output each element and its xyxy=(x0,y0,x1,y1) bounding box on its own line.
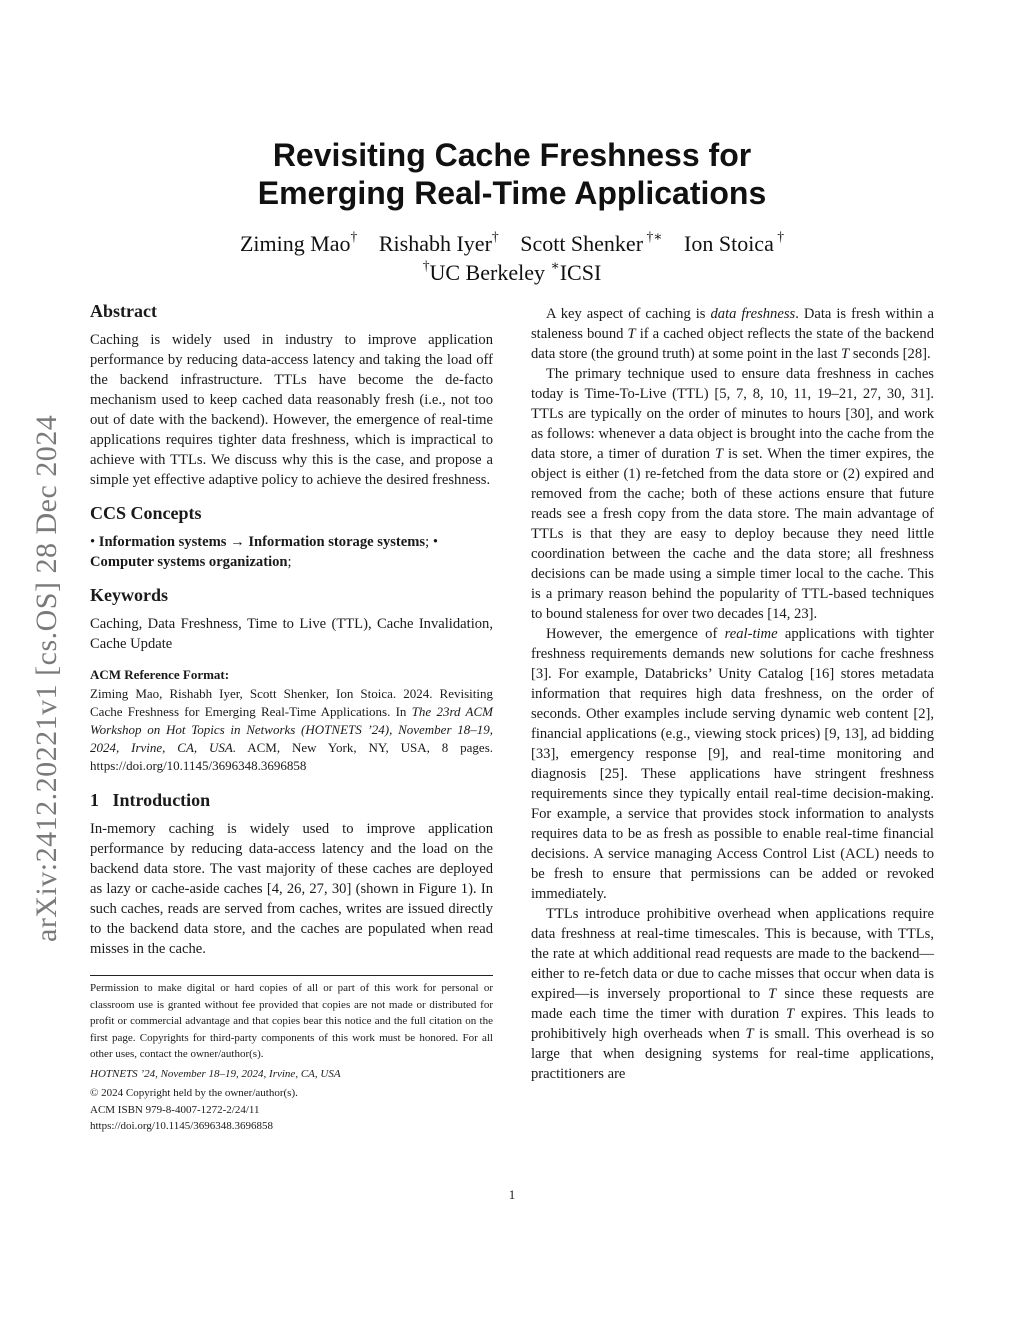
acm-reference-text xyxy=(90,685,493,775)
abstract-heading: Abstract xyxy=(90,301,157,321)
page-number: 1 xyxy=(508,1187,516,1202)
author-name: Scott Shenker xyxy=(520,231,644,256)
ccs-concepts xyxy=(90,532,493,572)
author-affil-mark: † xyxy=(491,228,499,244)
author-list xyxy=(0,230,1024,258)
author-affil-mark: † xyxy=(773,228,785,244)
footnote-venue: HOTNETS ’24, November 18–19, 2024, Irvine, CA, USA xyxy=(90,1067,341,1080)
introduction-heading: 1 Introduction xyxy=(90,790,211,810)
body-paragraph: The primary technique used to ensure data freshness in caches today is Time-To-Live (TTL) [5, 7, 8, 10, 11, 19–21, 27, 30, 31]. TTLs are typically on the order of minutes to hours [30], and work as follows: whenever a data object is brought into the cache from the data store, a timer of duration T is set. When the timer expires, the object is either (1) re-fetched from the data store or (2) expired and removed from the cache; both of these actions ensure that future reads see a fresh copy from the data store. The main advantage of TTLs is that they are easy to deploy because they need little coordination between the cache and the data store; all freshness decisions can be made using a simple timer local to the cache. This is a primary reason behind the popularity of TTL-based techniques to bound staleness for over two decades [14, 23]. xyxy=(531,366,934,622)
ccs-separator: ; xyxy=(425,534,430,550)
title-line-1: Revisiting Cache Freshness for xyxy=(272,137,752,173)
abstract-text: Caching is widely used in industry to improve application performance by reducing data-access latency and taking the load off the backend infrastructure. TTLs have become the de-facto mechanism used to keep cached data reasonably fresh (i.e., not too out of date with the backend). However, the emergence of real-time applications requires tighter data freshness, which is impractical to achieve with TTLs. We discuss why this is the case, and propose a simple yet effective adaptive policy to achieve the desired freshness. xyxy=(90,332,493,488)
ccs-bullet: • xyxy=(432,534,438,550)
author-name: Ziming Mao xyxy=(239,231,351,256)
emphasis: data freshness xyxy=(710,306,796,322)
author-affil-mark: †∗ xyxy=(643,228,663,244)
affiliations xyxy=(0,259,1024,287)
footnote-rule xyxy=(90,975,493,976)
author-name: Rishabh Iyer xyxy=(378,231,492,256)
left-column xyxy=(90,300,493,1135)
right-column xyxy=(531,304,934,1084)
keywords-text: Caching, Data Freshness, Time to Live (TTL), Cache Invalidation, Cache Update xyxy=(90,616,493,652)
emphasis: real-time xyxy=(724,626,778,642)
body-paragraph: However, the emergence of real-time applications with tighter freshness requirements demands new solutions for cache freshness [3]. For example, Databricks’ Unity Catalog [16] stores metadata information that requires high data freshness, on the order of seconds. Other examples include serving dynamic web content [2], financial applications (e.g., viewing stock prices) [9, 13], ad bidding [33], emergency response [9], and real-time monitoring and diagnosis [25]. These applications have stringent freshness requirements since they typically entail real-time decision-making. For example, a service that provides stock information to analysts requires data to be as fresh as possible to enable real-time financial decisions. A service managing Access Control List (ACL) needs to be fresh to ensure that permissions can be added or revoked immediately. xyxy=(531,626,934,902)
author-affil-mark: † xyxy=(350,228,358,244)
copyright-notice: © 2024 Copyright held by the owner/author(s). xyxy=(90,1087,298,1099)
body-paragraph: TTLs introduce prohibitive overhead when applications require data freshness at real-time timescales. This is because, with TTLs, the rate at which additional read requests are made to the backend—either to re-fetch data or due to cache misses that occur when data is expired—is inversely proportional to T since these requests are made each time the timer with duration T expires. This leads to prohibitively high overheads when T is small. This overhead is so large that when designing systems for real-time applications, practitioners are xyxy=(531,906,935,1082)
arxiv-identifier: arXiv:2412.20221v1 [cs.OS] 28 Dec 2024 xyxy=(30,414,63,942)
acm-ref-citation: Ziming Mao, Rishabh Iyer, Scott Shenker, Ion Stoica. 2024. Revisiting Cache Freshness for Emerging Real-Time Applications. In xyxy=(90,686,493,719)
acm-reference-heading: ACM Reference Format: xyxy=(90,667,230,682)
ccs-bullet: • xyxy=(90,534,96,550)
ccs-item: Computer systems organization xyxy=(90,554,288,570)
permission-notice: Permission to make digital or hard copies of all or part of this work for personal or classroom use is granted without fee provided that copies are not made or distributed for profit or commercial advantage and that copies bear this notice and the full citation on the first page. Copyrights for third-party components of this work must be honored. For all other uses, contact the owner/author(s). xyxy=(90,982,493,1060)
title-line-2: Emerging Real-Time Applications xyxy=(257,175,767,211)
affil-mark: ∗ xyxy=(550,257,560,273)
ccs-item: Information systems xyxy=(98,534,227,550)
ccs-heading: CCS Concepts xyxy=(90,503,202,523)
ccs-separator: ; xyxy=(287,554,292,570)
doi-link: https://doi.org/10.1145/3696348.3696858 xyxy=(90,1120,274,1132)
acm-ref-publisher: ACM, New York, NY, USA, 8 pages. https://doi.org/10.1145/3696348.3696858 xyxy=(90,740,494,773)
keywords-heading: Keywords xyxy=(90,585,168,605)
introduction-paragraph: In-memory caching is widely used to improve application performance by reducing data-access latency and the load on the backend data store. The vast majority of these caches are deployed as lazy or cache-aside caches [4, 26, 27, 30] (shown in Figure 1). In such caches, reads are served from caches, writes are issued directly to the backend data store, and the caches are populated when read misses in the cache. xyxy=(90,821,493,957)
arrow-icon: → xyxy=(230,534,245,550)
ccs-item: Information storage systems xyxy=(248,534,426,550)
paper-title xyxy=(0,136,1024,212)
affil-institution: UC Berkeley xyxy=(429,260,545,285)
affil-mark: † xyxy=(422,257,430,273)
isbn: ACM ISBN 979-8-4007-1272-2/24/11 xyxy=(90,1103,260,1116)
affil-institution: ICSI xyxy=(559,260,602,285)
body-paragraph: A key aspect of caching is data freshness. Data is fresh within a staleness bound T if a cached object reflects the state of the backend data store (the ground truth) at some point in the last T seconds [28]. xyxy=(531,306,935,362)
acm-ref-venue: The 23rd ACM Workshop on Hot Topics in Networks (HOTNETS ’24), November 18–19, 2024, Irvine, CA, USA. xyxy=(90,704,493,755)
author-name: Ion Stoica xyxy=(684,231,774,256)
